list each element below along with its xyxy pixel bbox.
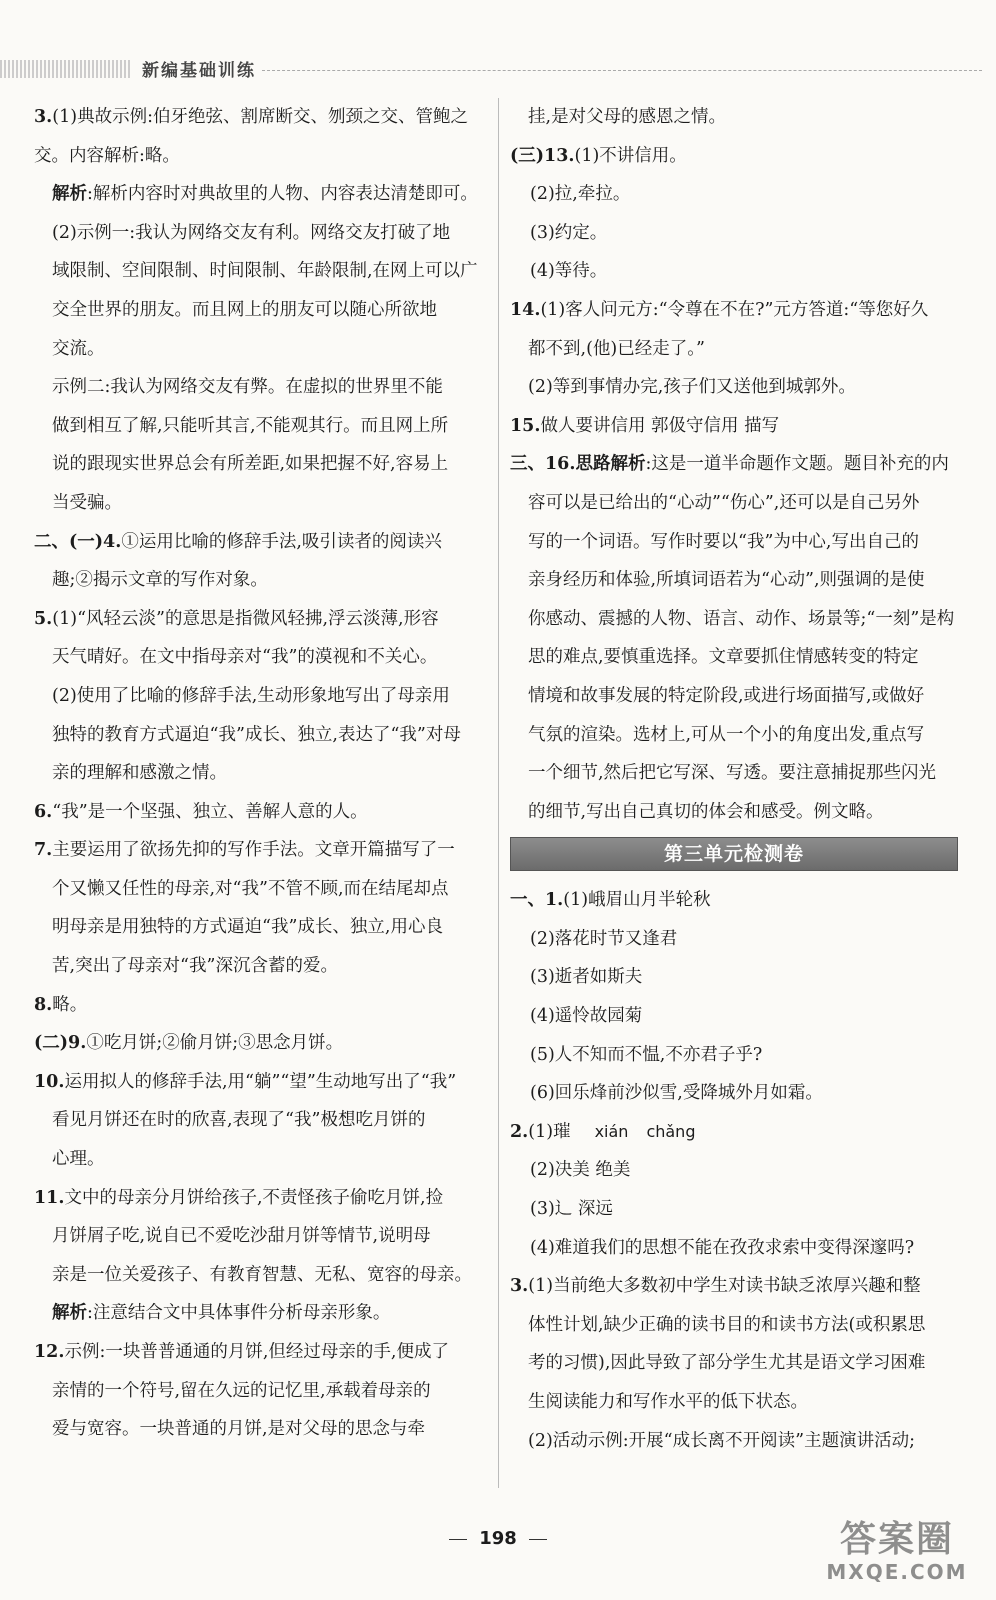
text-line (510, 330, 958, 369)
text-line (34, 368, 490, 407)
text-line (510, 793, 958, 832)
answers-unit3-q1 (510, 881, 958, 1113)
line-text: (1)典故示例:伯牙绝弦、割席断交、刎颈之交、管鲍之 (52, 107, 468, 127)
watermark-en: MXQE.COM (826, 1560, 968, 1584)
line-text: 挂,是对父母的感恩之情。 (528, 107, 727, 127)
text-line (510, 137, 958, 176)
text-line (510, 754, 958, 793)
text-line (34, 1410, 490, 1449)
line-text: 看见月饼还在时的欣喜,表现了“我”极想吃月饼的 (52, 1110, 426, 1131)
line-text: 当受骗。 (52, 492, 122, 513)
line-text: 的细节,写出自己真切的体会和感受。例文略。 (528, 801, 884, 822)
text-line (34, 1063, 490, 1102)
line-text: 文中的母亲分月饼给孩子,不责怪孩子偷吃月饼,捡 (64, 1187, 444, 1208)
text-line (34, 445, 490, 484)
question-number: 11. (34, 1187, 65, 1208)
question-number: 10. (34, 1071, 65, 1092)
header-rule (262, 70, 982, 71)
watermark-logo (812, 1520, 982, 1592)
line-text: (4)等待。 (530, 261, 608, 282)
text-line (34, 523, 490, 562)
line-text: 个又懒又任性的母亲,对“我”不管不顾,而在结尾却点 (52, 878, 449, 899)
text-line (510, 252, 958, 291)
question-number: 6. (34, 801, 53, 822)
text-line (510, 997, 958, 1036)
question-number: 三、16. (510, 454, 576, 475)
text-line (510, 368, 958, 407)
text-line (510, 958, 958, 997)
text-line (510, 1383, 958, 1422)
line-text: (2)拉,牵拉。 (530, 184, 631, 205)
question-number: 7. (34, 840, 53, 861)
line-text: (3)约定。 (530, 222, 608, 243)
text-line (510, 638, 958, 677)
text-line (34, 1217, 490, 1256)
line-text: ①运用比喻的修辞手法,吸引读者的阅读兴 (121, 531, 442, 552)
line-text: 交。内容解析:略。 (34, 145, 180, 166)
question-number: 14. (510, 299, 541, 320)
text-line (510, 1267, 958, 1306)
text-line (510, 920, 958, 959)
line-text: (2)活动示例:开展“成长离不开阅读”主题演讲活动; (528, 1430, 915, 1451)
answer-text: (3)辶 深远 (530, 1199, 613, 1220)
line-text: 思的难点,要慎重选择。文章要抓住情感转变的特定 (528, 647, 919, 668)
left-column (34, 98, 490, 1449)
question-number: 3. (510, 1276, 529, 1297)
question-number: 3. (34, 107, 53, 127)
line-text: 考的习惯),因此导致了部分学生尤其是语文学习困难 (528, 1353, 926, 1374)
text-line (510, 407, 958, 446)
text-line (34, 291, 490, 330)
text-line (510, 175, 958, 214)
section-banner: 第三单元检测卷 (510, 837, 958, 871)
line-text: :注意结合文中具体事件分析母亲形象。 (87, 1303, 391, 1324)
line-text: “我”是一个坚强、独立、善解人意的人。 (52, 801, 368, 822)
line-text: (1)不讲信用。 (574, 145, 687, 166)
text-line (34, 175, 490, 214)
line-text: 体性计划,缺少正确的读书目的和读书方法(或积累思 (528, 1314, 926, 1335)
line-text: (4)遥怜故园菊 (530, 1006, 643, 1027)
line-text: 气氛的渲染。选材上,可从一个小的角度出发,重点写 (528, 724, 925, 745)
text-line (34, 1294, 490, 1333)
line-text: 亲身经历和体验,所填词语若为“心动”,则强调的是使 (528, 570, 925, 591)
question-number: 二、(一)4. (34, 531, 122, 552)
text-line (34, 1140, 490, 1179)
text-line (510, 445, 958, 484)
text-line (510, 561, 958, 600)
line-text: (1)客人问元方:“令尊在不在?”元方答道:“等您好久 (540, 299, 929, 320)
line-text: 趣;②揭示文章的写作对象。 (52, 570, 268, 591)
line-text: :这是一道半命题作文题。题目补充的内 (645, 454, 949, 475)
line-text: (2)落花时节又逢君 (530, 928, 678, 949)
text-line (510, 1422, 958, 1461)
analysis-label: 思路解析 (575, 454, 646, 475)
answer-text: (4)难道我们的思想不能在孜孜求索中变得深邃吗? (530, 1237, 915, 1258)
header-title: 新编基础训练 (142, 61, 256, 81)
text-line (510, 1074, 958, 1113)
line-text: 都不到,(他)已经走了。” (528, 338, 705, 359)
question-number: 15. (510, 415, 541, 436)
line-text: 独特的教育方式逼迫“我”成长、独立,表达了“我”对母 (52, 724, 461, 745)
analysis-label: 解析 (52, 1303, 87, 1324)
line-text: 心理。 (52, 1149, 105, 1170)
line-text: 做到相互了解,只能听其言,不能观其行。而且网上所 (52, 415, 449, 436)
text-line (34, 330, 490, 369)
text-line (34, 1024, 490, 1063)
page-header (0, 0, 996, 80)
text-line (34, 677, 490, 716)
line-text: 月饼屑子吃,说自已不爱吃沙甜月饼等情节,说明母 (52, 1226, 431, 1247)
question-number: 8. (34, 994, 53, 1015)
answers-unit2-continued (510, 98, 958, 831)
line-text: 爱与宽容。一块普通的月饼,是对父母的思念与牵 (52, 1419, 426, 1440)
text-line (34, 716, 490, 755)
text-line (34, 252, 490, 291)
watermark-cn: 答案圈 (839, 1519, 954, 1560)
pinyin-2: chǎng (646, 1121, 696, 1141)
text-line (34, 1256, 490, 1295)
line-text: (2)等到事情办完,孩子们又送他到城郭外。 (528, 377, 856, 398)
analysis-label: 解析 (52, 184, 87, 205)
line-text: (1)“风轻云淡”的意思是指微风轻拂,浮云淡薄,形容 (52, 608, 439, 629)
line-text: 苦,突出了母亲对“我”深沉含蓄的爱。 (52, 956, 338, 977)
line-text: 写的一个词语。写作时要以“我”为中心,写出自己的 (528, 531, 919, 552)
text-line (510, 716, 958, 755)
line-text: 交全世界的朋友。而且网上的朋友可以随心所欲地 (52, 299, 437, 320)
pinyin-1: xián (594, 1121, 629, 1141)
line-text: 一个细节,然后把它写深、写透。要注意捕捉那些闪光 (528, 763, 937, 784)
text-line (34, 1372, 490, 1411)
text-line (34, 793, 490, 832)
text-line (34, 1333, 490, 1372)
text-line (34, 638, 490, 677)
text-line (34, 947, 490, 986)
text-line (510, 600, 958, 639)
line-text: 你感动、震撼的人物、语言、动作、场景等;“一刻”是构 (528, 608, 955, 629)
text-line (34, 561, 490, 600)
line-text: :解析内容时对典故里的人物、内容表达清楚即可。 (87, 184, 478, 205)
line-text: 运用拟人的修辞手法,用“躺”“望”生动地写出了“我” (64, 1071, 457, 1092)
line-text: 示例:一块普普通通的月饼,但经过母亲的手,便成了 (64, 1342, 449, 1362)
line-text: 主要运用了欲扬先抑的写作手法。文章开篇描写了一 (52, 840, 455, 861)
text-line (34, 137, 490, 176)
line-text: (2)使用了比喻的修辞手法,生动形象地写出了母亲用 (52, 685, 450, 706)
line-text: 交流。 (52, 338, 105, 359)
line-text: 亲的理解和感激之情。 (52, 763, 227, 784)
text-line (510, 677, 958, 716)
question-number: 一、1. (510, 890, 564, 911)
text-line (34, 870, 490, 909)
question-number: (二)9. (34, 1033, 87, 1054)
question-number: 2. (510, 1121, 529, 1142)
line-text: 略。 (52, 994, 88, 1015)
text-line (510, 98, 958, 137)
text-line (510, 1306, 958, 1345)
text-line (510, 523, 958, 562)
line-text: 域限制、空间限制、时间限制、年龄限制,在网上可以广 (52, 261, 478, 282)
answer-q3 (510, 1267, 958, 1460)
text-line (34, 1101, 490, 1140)
text-line (34, 754, 490, 793)
header-decoration (0, 60, 130, 78)
line-text: (6)回乐烽前沙似雪,受降城外月如霜。 (530, 1083, 823, 1104)
line-text: (1)当前绝大多数初中学生对读书缺乏浓厚兴趣和整 (528, 1276, 921, 1297)
line-text: 明母亲是用独特的方式逼迫“我”成长、独立,用心良 (52, 917, 443, 938)
text-line (510, 484, 958, 523)
question-number: (三)13. (510, 145, 575, 166)
page-number: 198 (479, 1528, 517, 1549)
text-line (34, 407, 490, 446)
line-text: 示例二:我认为网络交友有弊。在虚拟的世界里不能 (52, 377, 443, 398)
line-text: 做人要讲信用 郭伋守信用 描写 (540, 415, 780, 436)
line-text: 情境和故事发展的特定阶段,或进行场面描写,或做好 (528, 685, 925, 706)
line-text: (5)人不知而不愠,不亦君子乎? (530, 1044, 763, 1065)
line-text: 说的跟现实世界总会有所差距,如果把握不好,容易上 (52, 454, 449, 475)
line-text: 生阅读能力和写作水平的低下状态。 (528, 1392, 808, 1412)
line-text: ①吃月饼;②偷月饼;③思念月饼。 (86, 1033, 344, 1054)
line-text: (2)示例一:我认为网络交友有利。网络交友打破了地 (52, 222, 451, 243)
text-line (510, 291, 958, 330)
text-line (34, 98, 490, 137)
text-line (34, 908, 490, 947)
question-number: 5. (34, 608, 53, 629)
column-divider (498, 98, 499, 1488)
answer-text: (1)璀 (528, 1121, 571, 1142)
text-line (510, 881, 958, 920)
text-line (34, 1179, 490, 1218)
answer-text: (2)决美 绝美 (530, 1160, 631, 1181)
text-line (510, 1344, 958, 1383)
line-text: 亲是一位关爱孩子、有教育智慧、无私、宽容的母亲。 (52, 1264, 472, 1285)
line-text: 容可以是已给出的“心动”“伤心”,还可以是自己另外 (528, 492, 920, 513)
text-line (34, 831, 490, 870)
line-text: 天气晴好。在文中指母亲对“我”的漠视和不关心。 (52, 647, 438, 668)
line-text: 亲情的一个符号,留在久远的记忆里,承载着母亲的 (52, 1380, 431, 1401)
line-text: (1)峨眉山月半轮秋 (563, 890, 711, 911)
question-number: 12. (34, 1342, 65, 1362)
text-line (34, 214, 490, 253)
text-line (34, 986, 490, 1025)
right-column (510, 98, 958, 1460)
text-line (510, 1036, 958, 1075)
text-line (510, 214, 958, 253)
text-line (34, 600, 490, 639)
text-line (34, 484, 490, 523)
answer-q2 (510, 1113, 958, 1267)
line-text: (3)逝者如斯夫 (530, 967, 643, 988)
